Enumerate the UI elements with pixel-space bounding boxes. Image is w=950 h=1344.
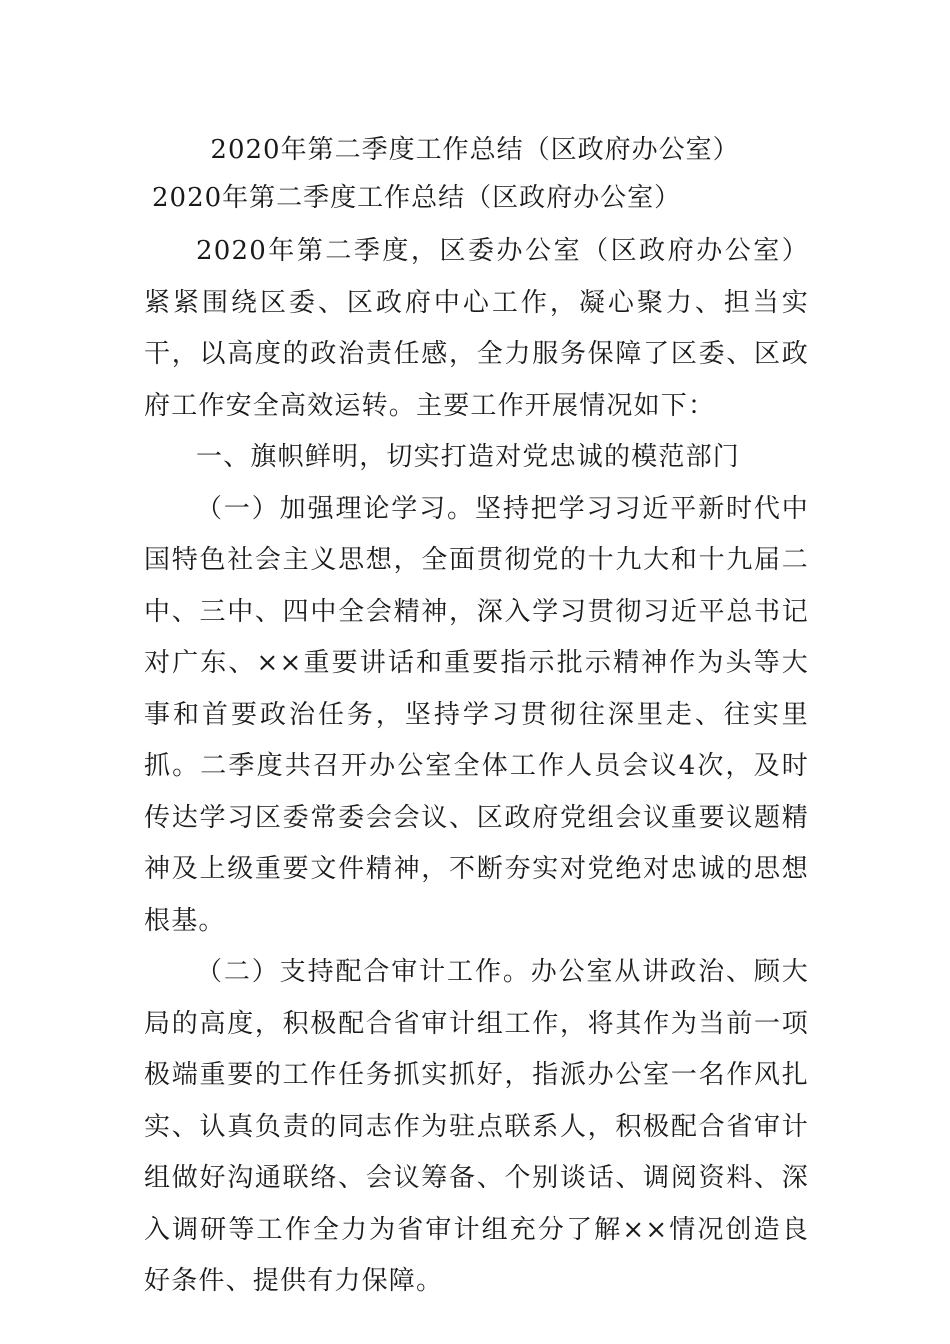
document-title: 2020年第二季度工作总结（区政府办公室） xyxy=(210,135,740,165)
body-paragraph: （一）加强理论学习。坚持把学习习近平新时代中国特色社会主义思想，全面贯彻党的十九大和十九届二中、三中、四中全会精神，深入学习贯彻习近平总书记对广东、××重要讲话和重要指示批示精神作为头等大事和首要政治任务，坚持学习贯彻往深里走、往实里抓。二季度共召开办公室全体工作人员会议4次，及时传达学习区委常委会会议、区政府党组会议重要议题精神及上级重要文件精神，不断夯实对党绝对忠诚的思想根基。 xyxy=(144,493,809,936)
document-body xyxy=(144,226,809,1308)
body-paragraph: （二）支持配合审计工作。办公室从讲政治、顾大局的高度，积极配合省审计组工作，将其作为当前一项极端重要的工作任务抓实抓好，指派办公室一名作风扎实、认真负责的同志作为驻点联系人，积极配合省审计组做好沟通联络、会议筹备、个别谈话、调阅资料、深入调研等工作全力为省审计组充分了解××情况创造良好条件、提供有力保障。 xyxy=(144,957,809,1296)
intro-paragraph: 2020年第二季度，区委办公室（区政府办公室）紧紧围绕区委、区政府中心工作，凝心聚力、担当实干，以高度的政治责任感，全力服务保障了区委、区政府工作安全高效运转。主要工作开展情况如下： xyxy=(144,236,809,421)
document-subtitle: 2020年第二季度工作总结（区政府办公室） xyxy=(152,183,682,213)
section-heading: 一、旗帜鲜明，切实打造对党忠诚的模范部门 xyxy=(196,442,741,472)
